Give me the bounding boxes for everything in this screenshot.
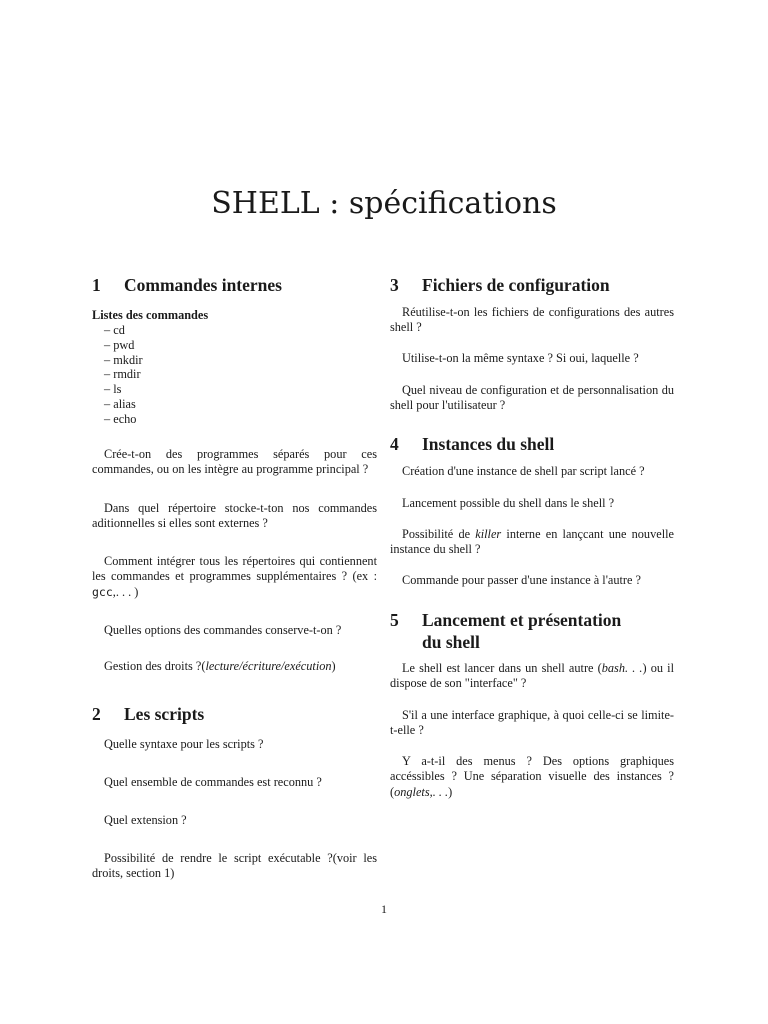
s4-paragraph: Création d'une instance de shell par script lancé ? — [402, 464, 645, 478]
commands-list-heading: Listes des commandes — [92, 308, 209, 322]
s3-paragraph: Réutilise-t-on les fichiers de configurations des autres shell ? — [390, 305, 674, 335]
list-item: – pwd — [104, 338, 143, 353]
list-item: – ls — [104, 382, 143, 397]
s3-paragraph: Utilise-t-on la même syntaxe ? Si oui, laquelle ? — [402, 351, 639, 365]
section-5-number: 5 — [390, 610, 399, 630]
s4-paragraph — [390, 527, 674, 558]
section-4-number: 4 — [390, 434, 399, 454]
s5-paragraph — [390, 754, 674, 800]
commands-list — [104, 323, 143, 427]
s1-p3-text-end: ,. . . ) — [112, 584, 139, 599]
section-3-number: 3 — [390, 275, 399, 295]
section-2-number: 2 — [92, 704, 101, 724]
s1-p5-text-end: ) — [331, 659, 336, 673]
list-item: – rmdir — [104, 367, 143, 382]
s5-paragraph: S'il a une interface graphique, à quoi celle-ci se limite-t-elle ? — [390, 708, 674, 738]
s1-paragraph — [92, 659, 377, 674]
section-5-title-line2: du shell — [422, 632, 480, 652]
section-1-number: 1 — [92, 275, 101, 295]
s5-p1-text: Le shell est lancer dans un shell autre ( — [402, 661, 602, 675]
s2-paragraph: Quelle syntaxe pour les scripts ? — [104, 737, 264, 751]
section-2-title: Les scripts — [124, 704, 205, 724]
s1-paragraph: Dans quel répertoire stocke-t-ton nos commandes aditionnelles si elles sont externes ? — [92, 501, 377, 531]
s5-p3-text-end: ) — [448, 784, 453, 799]
s4-p3-emphasis: killer — [475, 527, 502, 541]
s5-paragraph — [390, 661, 674, 692]
list-item: – echo — [104, 412, 143, 427]
s5-p1-emphasis: bash. . . — [601, 661, 643, 675]
s1-paragraph — [92, 554, 377, 600]
s5-p3-emphasis: onglets,. . . — [394, 784, 449, 799]
section-5-heading — [390, 609, 674, 653]
section-1-heading — [92, 274, 282, 296]
section-5-title-line1: Lancement et présentation — [422, 610, 622, 630]
s1-paragraph: Crée-t-on des programmes séparés pour ces commandes, ou on les intègre au programme principal ? — [92, 447, 377, 477]
section-3-title: Fichiers de configuration — [422, 275, 610, 295]
section-1-title: Commandes internes — [124, 275, 282, 295]
list-item: – alias — [104, 397, 143, 412]
section-4-title: Instances du shell — [422, 434, 555, 454]
s2-paragraph: Possibilité de rendre le script exécutable ?(voir les droits, section 1) — [92, 851, 377, 881]
s4-paragraph: Lancement possible du shell dans le shell ? — [402, 496, 615, 510]
s1-paragraph: Quelles options des commandes conserve-t-on ? — [104, 623, 342, 637]
s4-p3-text-end: interne en lançcant une nouvelle instance du shell ? — [390, 527, 674, 557]
s3-paragraph: Quel niveau de configuration et de personnalisation du shell pour l'utilisateur ? — [390, 383, 674, 413]
s1-p5-emphasis: lecture/écriture/exécution — [205, 659, 332, 673]
s2-paragraph: Quel ensemble de commandes est reconnu ? — [104, 775, 322, 789]
section-2-heading — [92, 703, 204, 725]
section-4-heading — [390, 433, 554, 455]
list-item: – cd — [104, 323, 143, 338]
s2-paragraph: Quel extension ? — [104, 813, 187, 827]
s1-p3-code: gcc — [92, 584, 113, 599]
s4-p3-text: Possibilité de — [402, 527, 476, 541]
section-3-heading — [390, 274, 610, 296]
s1-p3-text: Comment intégrer tous les répertoires qui contiennent les commandes et programmes supplémentaires ? (ex : — [92, 554, 377, 584]
s5-p3-text: Y a-t-il des menus ? Des options graphiques accéssibles ? Une séparation visuelle des instances ? ( — [390, 754, 674, 799]
document-title: SHELL : spécifications — [211, 186, 557, 221]
page-number: 1 — [381, 902, 387, 916]
s5-p1-text-end: ) ou il dispose de son "interface" ? — [390, 661, 675, 691]
list-item: – mkdir — [104, 353, 143, 368]
s4-paragraph: Commande pour passer d'une instance à l'autre ? — [402, 573, 642, 587]
s1-p5-text: Gestion des droits ?( — [104, 659, 206, 673]
